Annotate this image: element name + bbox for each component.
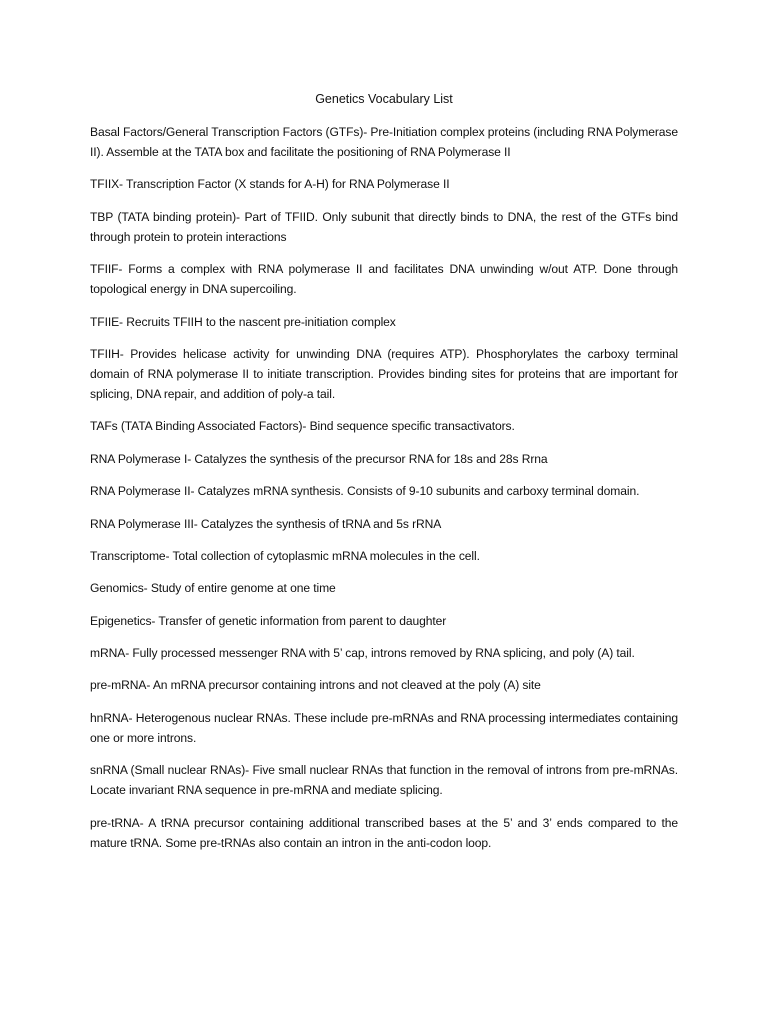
- vocabulary-entry: Genomics- Study of entire genome at one time: [90, 581, 336, 596]
- vocabulary-entry: RNA Polymerase III- Catalyzes the synthesis of tRNA and 5s rRNA: [90, 516, 442, 531]
- vocabulary-list: [90, 122, 678, 865]
- vocabulary-entry: pre-mRNA- An mRNA precursor containing introns and not cleaved at the poly (A) site: [90, 678, 541, 693]
- vocabulary-entry: RNA Polymerase I- Catalyzes the synthesis of the precursor RNA for 18s and 28s Rrna: [90, 451, 548, 466]
- vocabulary-entry: TFIIH- Provides helicase activity for unwinding DNA (requires ATP). Phosphorylates the carboxy terminal domain of RNA polymerase II to initiate transcription. Provides binding sites for proteins that are important for splicing, DNA repair, and addition of poly-a tail.: [90, 346, 678, 401]
- vocabulary-entry: Transcriptome- Total collection of cytoplasmic mRNA molecules in the cell.: [90, 548, 480, 563]
- document-title: Genetics Vocabulary List: [315, 92, 453, 106]
- vocabulary-entry: Epigenetics- Transfer of genetic information from parent to daughter: [90, 613, 447, 628]
- vocabulary-entry: hnRNA- Heterogenous nuclear RNAs. These include pre-mRNAs and RNA processing intermediates containing one or more introns.: [90, 710, 678, 745]
- vocabulary-entry: TFIIE- Recruits TFIIH to the nascent pre-initiation complex: [90, 314, 396, 329]
- vocabulary-entry: RNA Polymerase II- Catalyzes mRNA synthesis. Consists of 9-10 subunits and carboxy terminal domain.: [90, 484, 640, 499]
- vocabulary-entry: snRNA (Small nuclear RNAs)- Five small nuclear RNAs that function in the removal of introns from pre-mRNAs. Locate invariant RNA sequence in pre-mRNA and mediate splicing.: [90, 763, 678, 798]
- vocabulary-entry: TFIIF- Forms a complex with RNA polymerase II and facilitates DNA unwinding w/out ATP. Done through topological energy in DNA supercoiling.: [90, 262, 678, 297]
- vocabulary-entry: pre-tRNA- A tRNA precursor containing additional transcribed bases at the 5’ and 3’ ends compared to the mature tRNA. Some pre-tRNAs also contain an intron in the anti-codon loop.: [90, 815, 678, 850]
- vocabulary-entry: TAFs (TATA Binding Associated Factors)- Bind sequence specific transactivators.: [90, 419, 515, 434]
- vocabulary-entry: mRNA- Fully processed messenger RNA with 5’ cap, introns removed by RNA splicing, and poly (A) tail.: [90, 646, 635, 661]
- vocabulary-entry: TFIIX- Transcription Factor (X stands for A-H) for RNA Polymerase II: [90, 177, 450, 192]
- vocabulary-entry: TBP (TATA binding protein)- Part of TFIID. Only subunit that directly binds to DNA, the rest of the GTFs bind through protein to protein interactions: [90, 209, 678, 244]
- vocabulary-entry: Basal Factors/General Transcription Factors (GTFs)- Pre-Initiation complex proteins (including RNA Polymerase II). Assemble at the TATA box and facilitate the positioning of RNA Polymerase II: [90, 125, 678, 159]
